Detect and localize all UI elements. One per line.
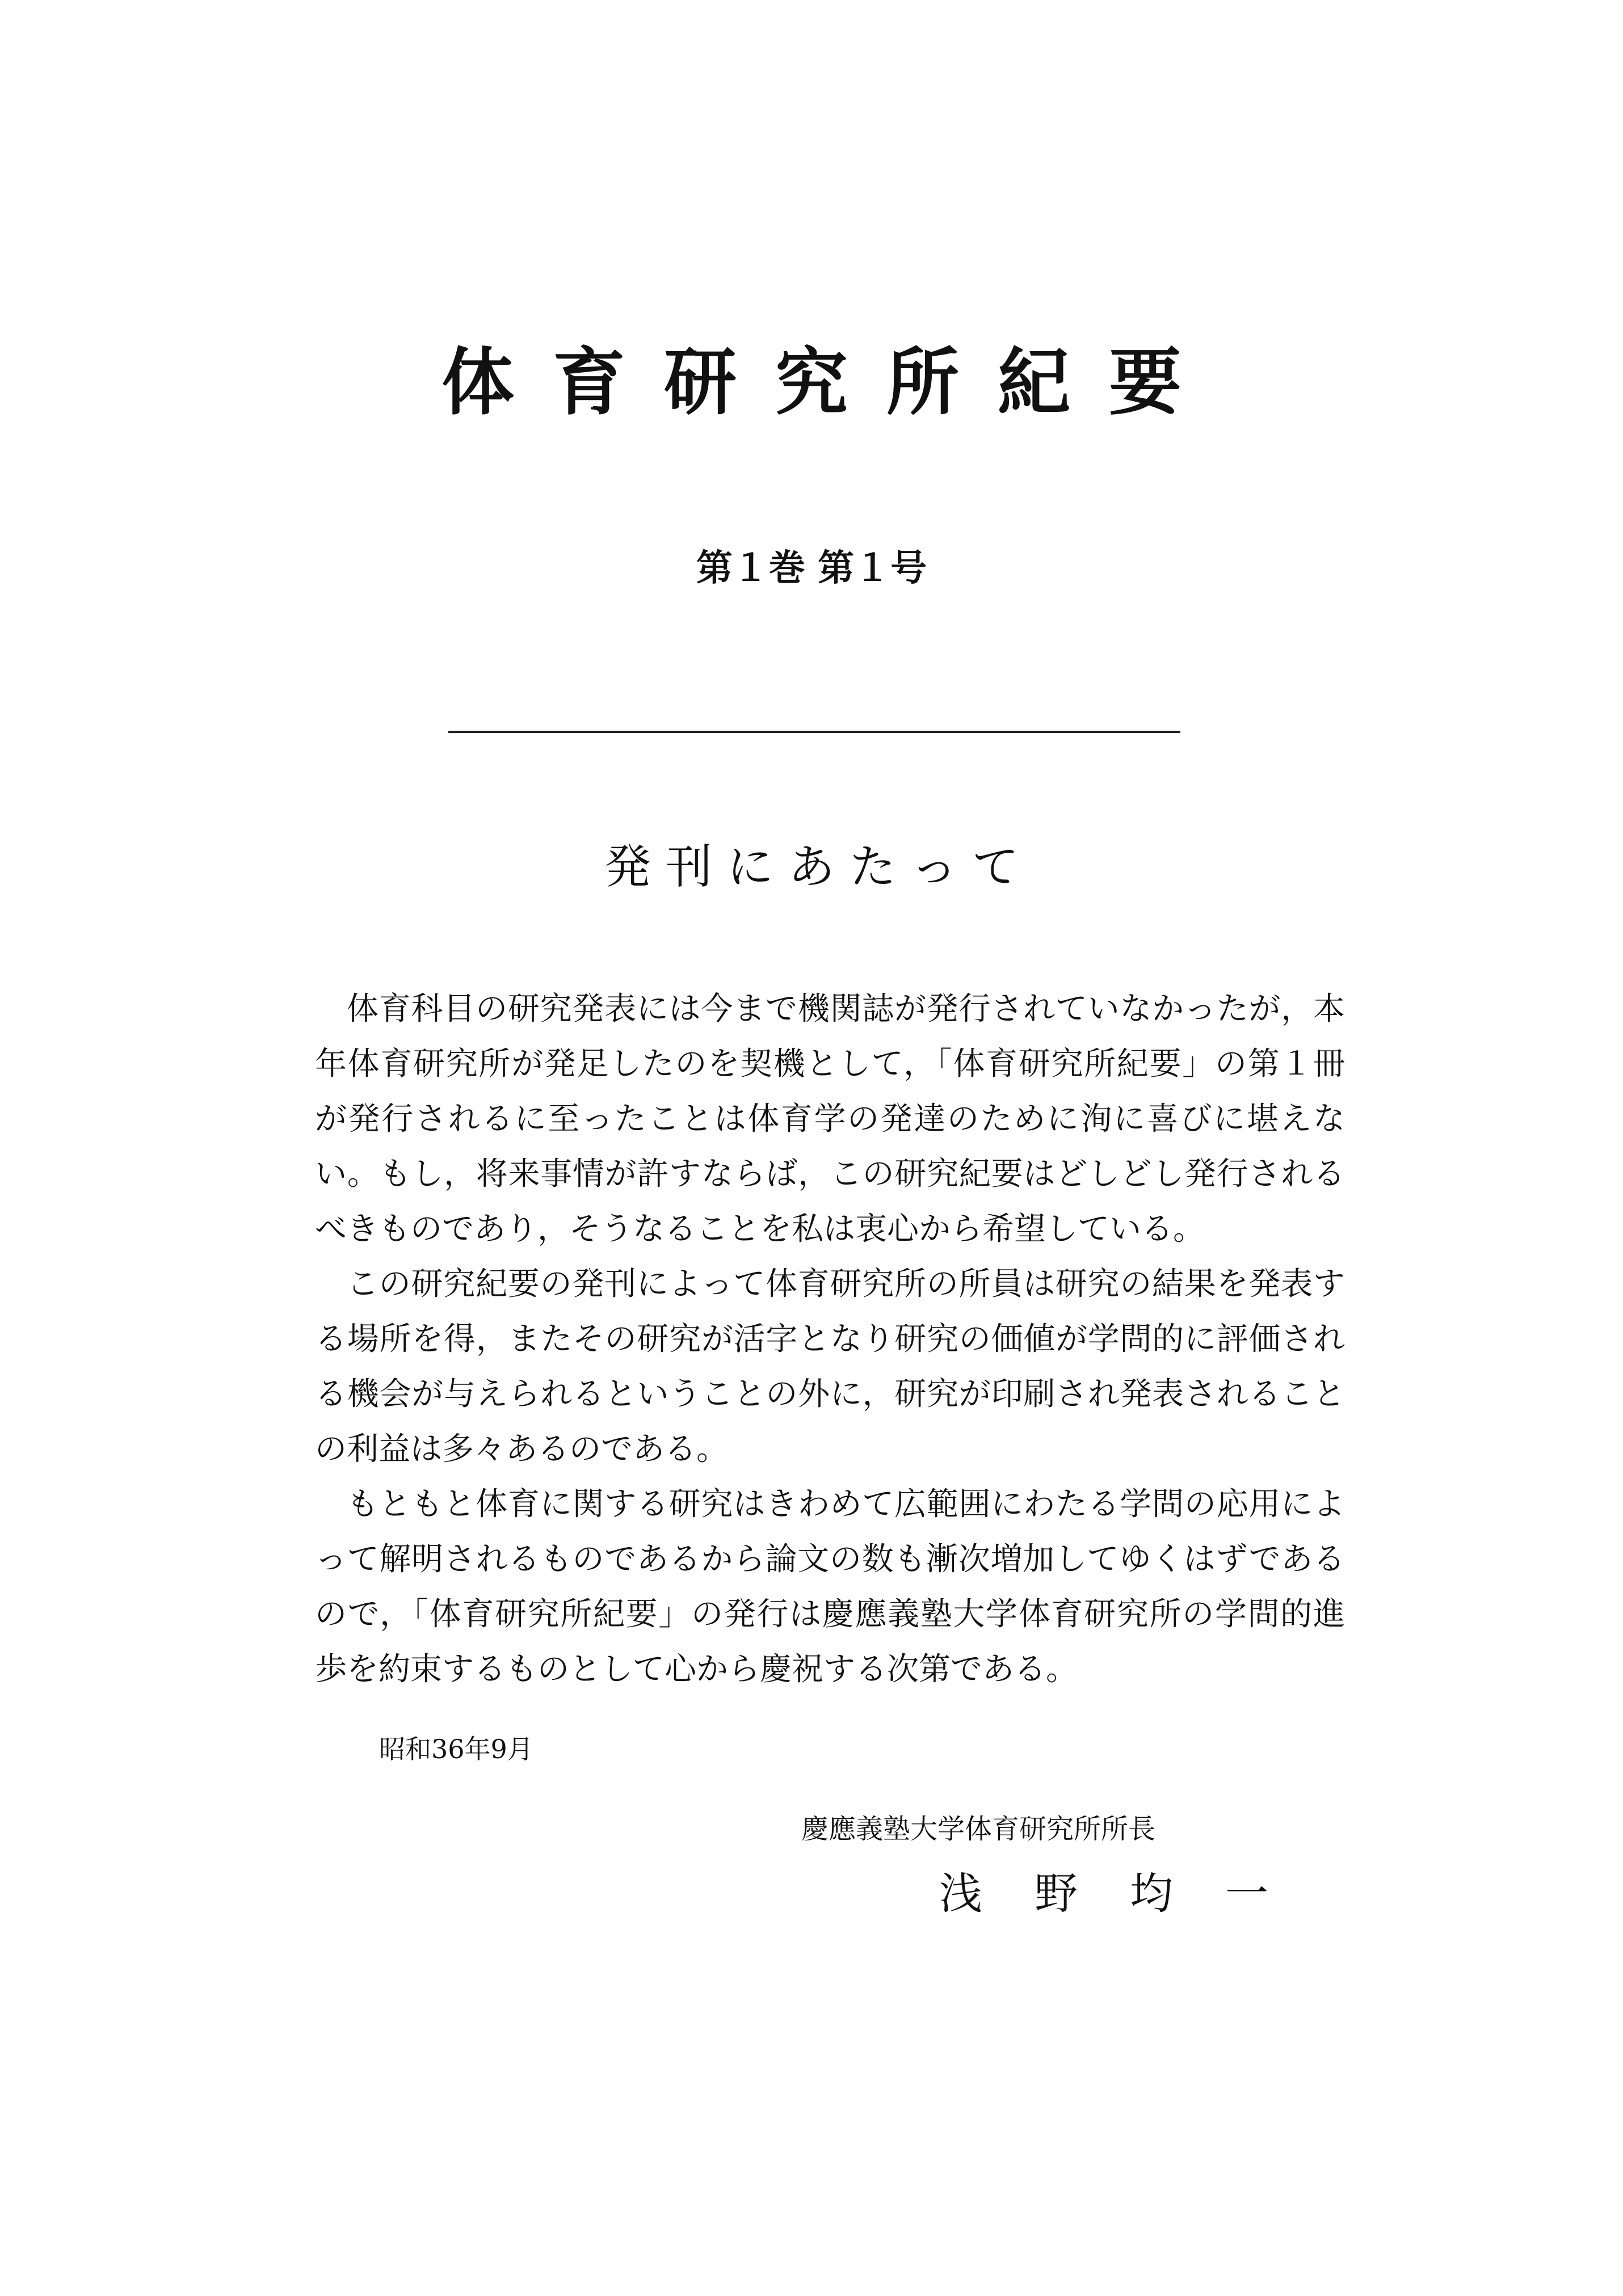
author-affiliation: 慶應義塾大学体育研究所所長	[801, 1813, 1156, 1845]
journal-title: 体育研究所紀要	[441, 340, 1220, 425]
paragraph-2: この研究紀要の発刊によって体育研究所の所員は研究の結果を発表する場所を得，またその研究が活字となり研究の価値が学問的に評価される機会が与えられるということの外に，研究が印刷され発表されることの利益は多々あるのである。	[315, 1266, 1346, 1468]
paragraph-1: 体育科目の研究発表には今まで機関誌が発行されていなかったが，本年体育研究所が発足したのを契機として，「体育研究所紀要」の第１冊が発行されるに至ったことは体育学の発達のために洵に喜びに堪えない。もし，将来事情が許すならば，この研究紀要はどしどし発行されるべきものであり，そうなることを私は衷心から希望している。	[315, 991, 1346, 1248]
date: 昭和36年9月	[379, 1734, 533, 1764]
author-name: 浅野均一	[939, 1868, 1321, 1919]
paragraph-3: もともと体育に関する研究はきわめて広範囲にわたる学問の応用によって解明されるものであるから論文の数も漸次増加してゆくはずであるので，「体育研究所紀要」の発行は慶應義塾大学体育研究所の学問的進歩を約束するものとして心から慶祝する次第である。	[315, 1486, 1345, 1688]
section-heading: 発刊にあたって	[604, 840, 1033, 894]
issue-number: 第１巻 第１号	[696, 547, 927, 589]
body-text	[315, 981, 1345, 1697]
title-divider	[448, 731, 1180, 733]
